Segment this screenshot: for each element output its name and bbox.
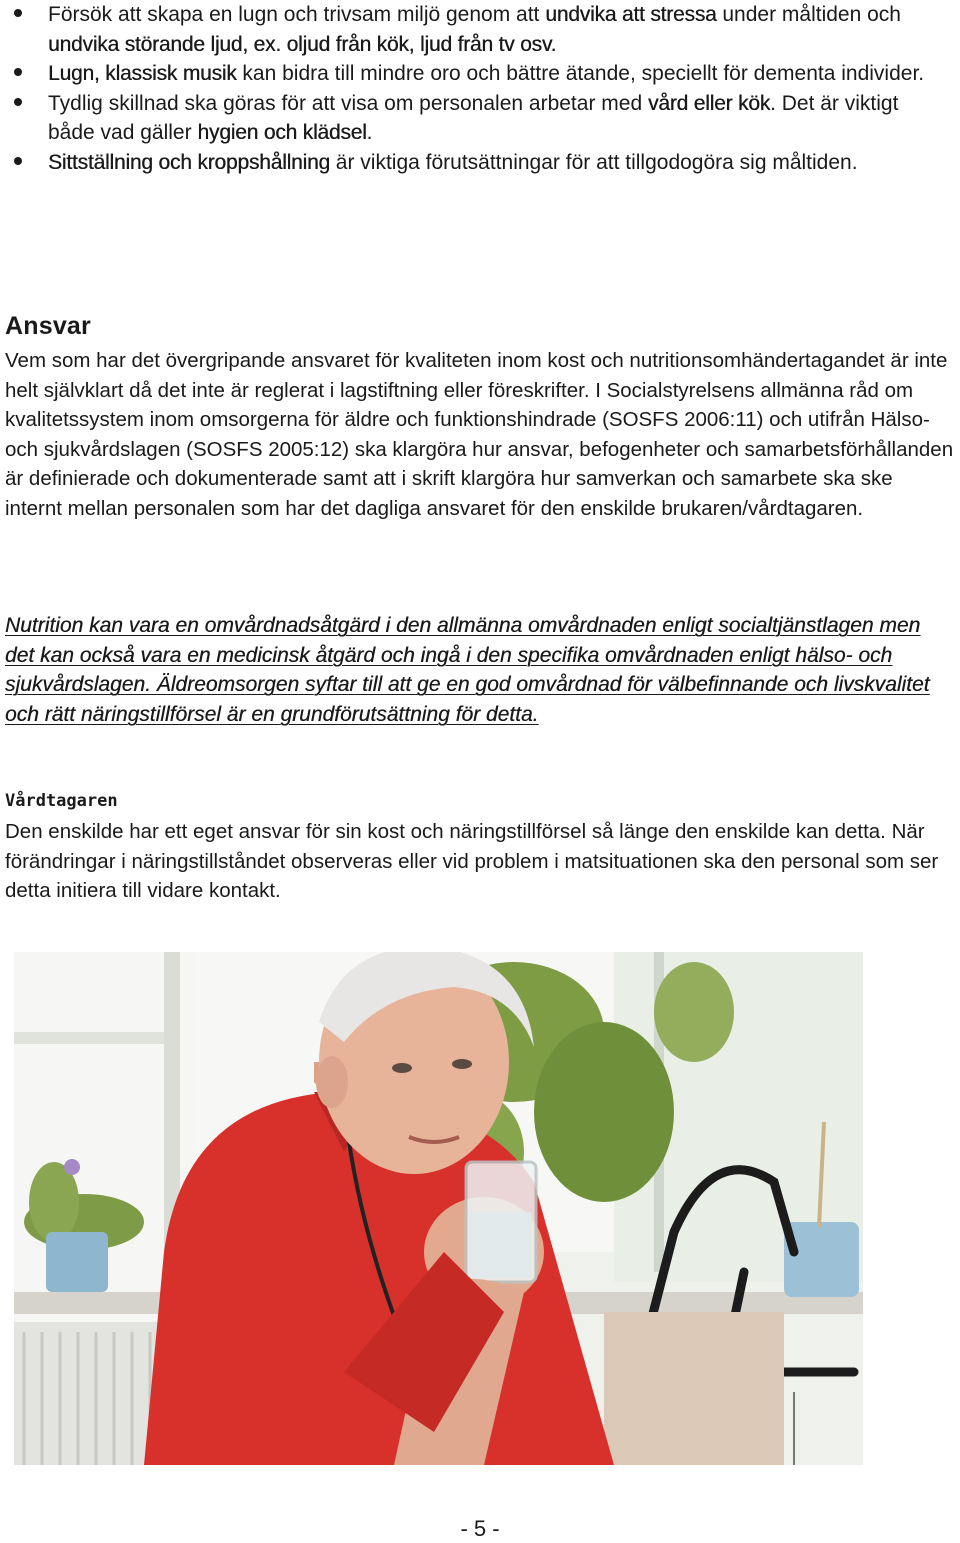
subsection-heading: Vårdtagaren — [5, 791, 118, 811]
list-item-text: är viktiga förutsättningar för att tillgodogöra sig måltiden. — [329, 150, 858, 174]
list-item-emphasis: hygien och klädsel — [197, 121, 367, 145]
list-item — [0, 89, 948, 148]
list-item — [0, 148, 948, 178]
responsibility-paragraph: Vem som har det övergripande ansvaret för kvaliteten inom kost och nutritionsomhändertagandet är inte helt självklart då det inte är reglerat i lagstiftning eller föreskrifter. I Socialstyrelsens allmänna råd om kvalitetssystem inom omsorgerna för äldre och funktionshindrade (SOSFS 2006:11) och utifrån Hälso- och sjukvårdslagen (SOSFS 2005:12) ska klargöra hur ansvar, befogenheter och samarbetsförhållanden är definierade och dokumenterade samt att i skrift klargöra hur samverkan och samarbete ska ske internt mellan personalen som har det dagliga ansvaret för den enskilde brukaren/vårdtagaren. — [5, 349, 954, 520]
list-item-emphasis: Sittställning och kroppshållning — [48, 150, 330, 174]
bullet-icon — [14, 9, 22, 17]
list-item — [0, 59, 948, 89]
list-item-emphasis: undvika störande ljud, ex. oljud från kök, ljud från tv osv. — [48, 32, 557, 56]
list-item-text: Försök att skapa en lugn och trivsam miljö genom att — [48, 3, 546, 26]
guideline-list — [0, 0, 960, 178]
section-heading: Ansvar — [5, 312, 91, 340]
page-number: - 5 - — [460, 1516, 500, 1541]
list-item-text: . — [366, 121, 373, 145]
list-item-emphasis: vård eller kök — [647, 91, 771, 115]
bullet-icon — [14, 98, 22, 106]
elderly-man-photo — [14, 952, 863, 1465]
list-item-text: . Det är viktigt både vad gäller — [48, 91, 899, 145]
list-item-text: kan bidra till mindre oro och bättre ätande, speciellt för dementa individer. — [236, 62, 925, 86]
list-item-emphasis: Lugn, klassisk musik — [48, 62, 237, 86]
list-item — [0, 0, 948, 59]
list-item-text: under måltiden och — [716, 3, 901, 26]
list-item-text: Tydlig skillnad ska göras för att visa om personalen arbetar med — [48, 91, 648, 115]
bullet-icon — [14, 68, 22, 76]
photo-illustration — [14, 952, 863, 1465]
bullet-icon — [14, 157, 22, 165]
nutrition-paragraph: Nutrition kan vara en omvårdnadsåtgärd i den allmänna omvårdnaden enligt socialtjänstlagen men det kan också vara en medicinsk åtgärd och ingå i den specifika omvårdnaden enligt hälso- och sjukvårdslagen. Äldreomsorgen syftar till att ge en god omvårdnad för välbefinnande och livskvalitet och rätt näringstillförsel är en grundförutsättning för detta. — [5, 614, 930, 726]
list-item-emphasis: undvika att stressa — [545, 3, 717, 26]
patient-paragraph: Den enskilde har ett eget ansvar för sin kost och näringstillförsel så länge den enskilde kan detta. När förändringar i näringstillståndet observeras eller vid problem i matsituationen ska den personal som ser detta initiera till vidare kontakt. — [5, 820, 939, 903]
